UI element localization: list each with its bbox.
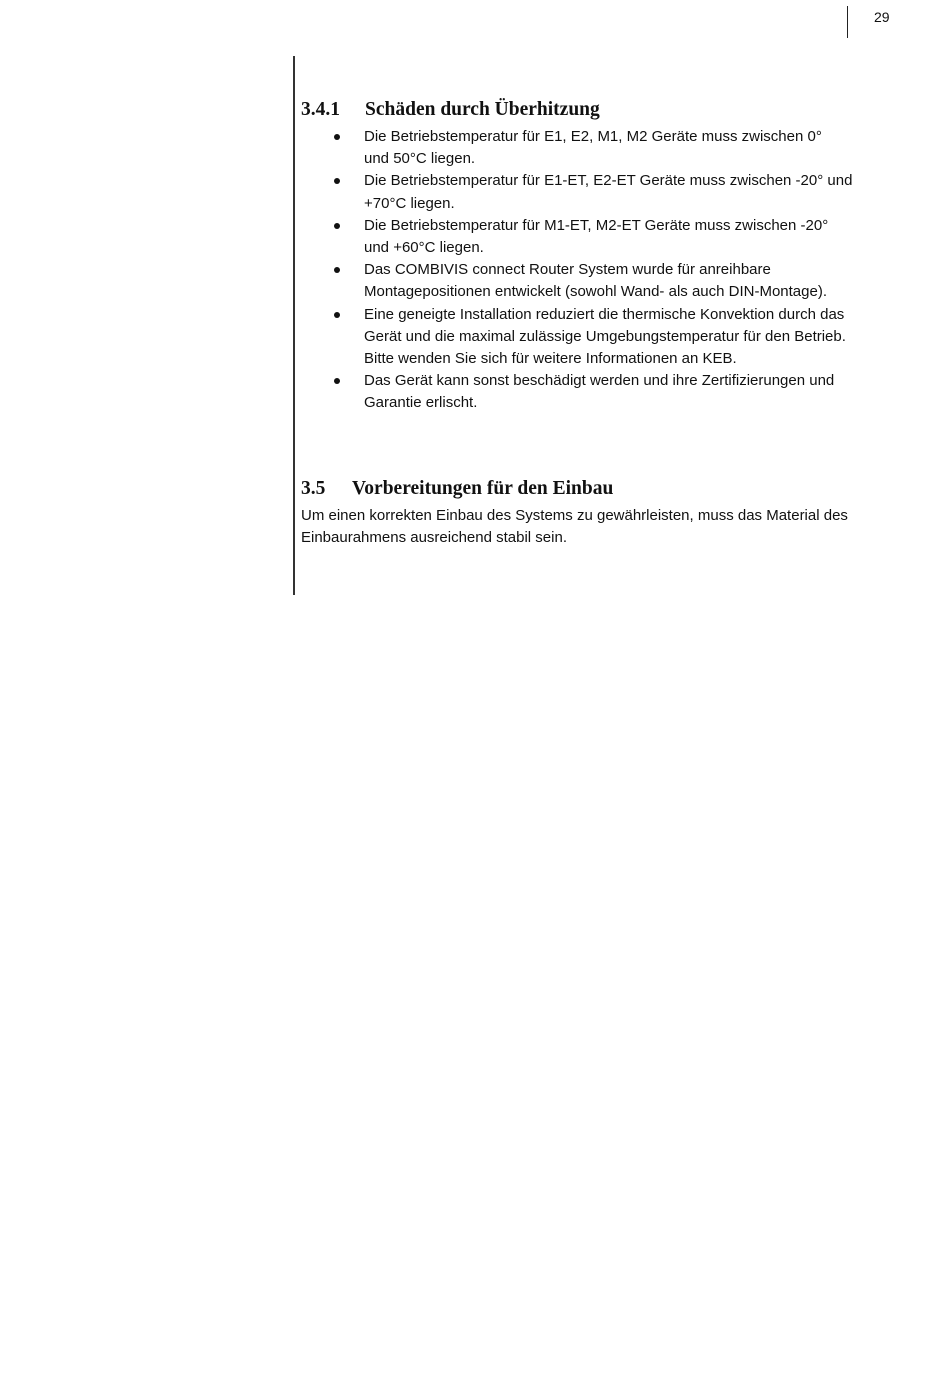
bullet-icon (334, 312, 340, 318)
bullet-line: und +60°C liegen. (364, 239, 484, 257)
bullet-icon (334, 223, 340, 229)
paragraph-line: Einbaurahmens ausreichend stabil sein. (301, 528, 567, 546)
installation-paragraph (301, 505, 893, 549)
bullet-line: Das Gerät kann sonst beschädigt werden und ihre Zertifizierungen und (364, 372, 835, 390)
margin-rule (293, 56, 295, 595)
bullet-line: Die Betriebstemperatur für E1, E2, M1, M2 Geräte muss zwischen 0° (364, 128, 822, 145)
bullet-line: Bitte wenden Sie sich für weitere Informationen an KEB. (364, 350, 737, 368)
section-number: 3.5 (301, 477, 326, 499)
bullet-icon (334, 134, 340, 140)
bullet-item (301, 304, 901, 371)
bullet-icon (334, 267, 340, 273)
page-number: 29 (874, 9, 890, 25)
bullet-line: Eine geneigte Installation reduziert die thermische Konvektion durch das (364, 305, 845, 323)
bullet-line: und 50°C liegen. (364, 150, 476, 168)
section-title: Vorbereitungen für den Einbau (352, 477, 614, 499)
section-title: Schäden durch Überhitzung (365, 99, 600, 120)
bullet-line: +70°C liegen. (364, 194, 455, 212)
bullet-item (301, 126, 901, 170)
bullet-line: Garantie erlischt. (364, 394, 478, 412)
paragraph-line: Um einen korrekten Einbau des Systems zu gewährleisten, muss das Material des (301, 506, 848, 524)
bullet-line: Die Betriebstemperatur für M1-ET, M2-ET Geräte muss zwischen -20° (364, 216, 829, 234)
bullet-item (301, 215, 901, 259)
bullet-item (301, 370, 901, 414)
bullet-item (301, 259, 901, 303)
bullet-line: Das COMBIVIS connect Router System wurde für anreihbare (364, 261, 771, 279)
bullet-line: Gerät und die maximal zulässige Umgebungstemperatur für den Betrieb. (364, 327, 846, 345)
bullet-line: Die Betriebstemperatur für E1-ET, E2-ET Geräte muss zwischen -20° und (364, 172, 853, 190)
bullet-icon (334, 178, 340, 184)
page-content (301, 96, 901, 549)
section-heading-3-4-1 (301, 96, 901, 124)
bullet-line: Montagepositionen entwickelt (sowohl Wand- als auch DIN-Montage). (364, 283, 828, 301)
bullet-icon (334, 378, 340, 384)
bullet-item (301, 170, 901, 214)
section-number: 3.4.1 (301, 99, 340, 120)
page-number-rule (847, 6, 848, 38)
overheating-bullet-list (301, 126, 901, 415)
section-heading-3-5 (301, 475, 901, 503)
